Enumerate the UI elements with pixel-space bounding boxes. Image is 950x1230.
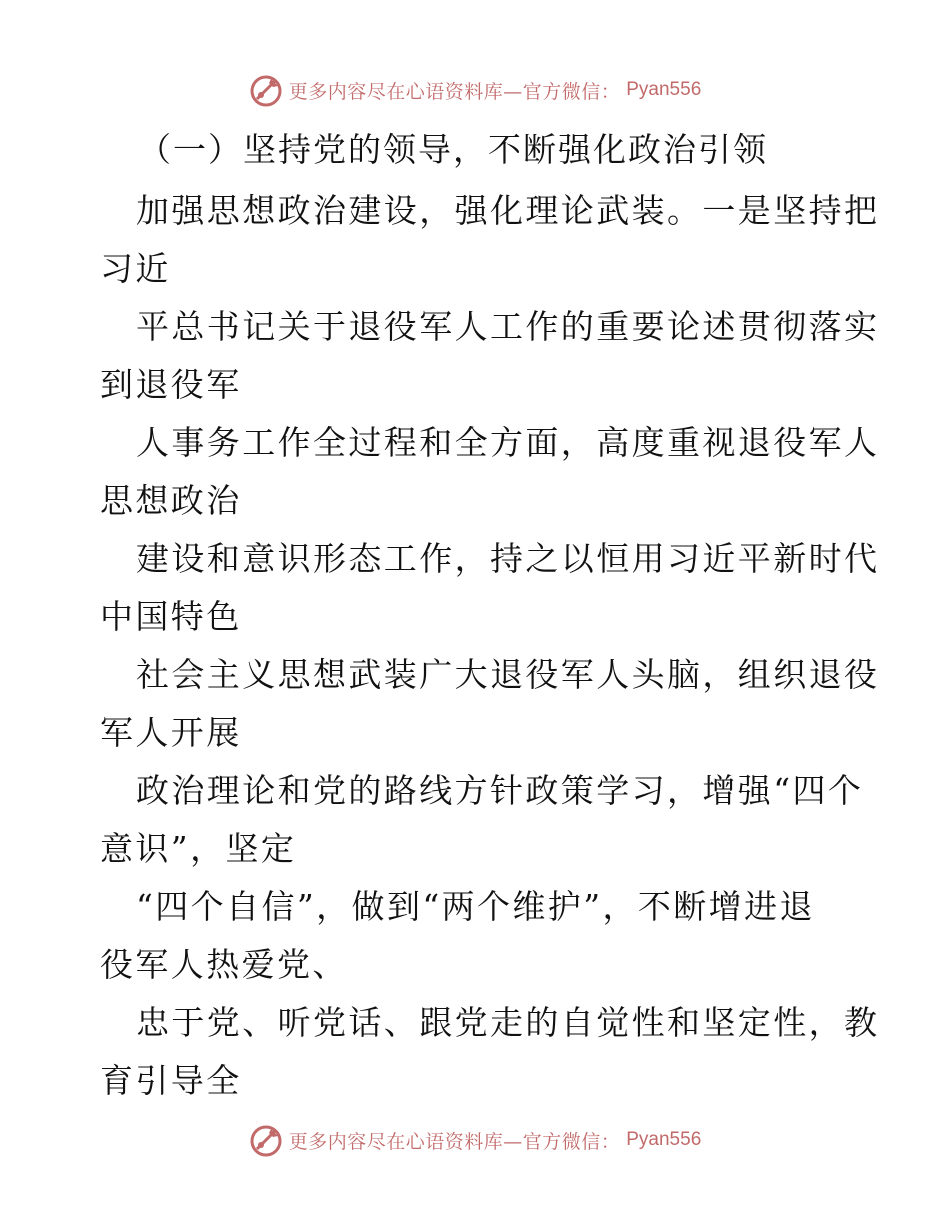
watermark-id: Pyan556: [626, 79, 702, 100]
paragraph-line: [100, 994, 880, 1110]
paragraph-line: [100, 182, 880, 298]
text-line: 思想政治: [100, 481, 242, 520]
text-line: 到退役军: [100, 365, 242, 404]
text-line: 平总书记关于退役军人工作的重要论述贯彻落实: [136, 307, 880, 346]
paragraph-line: [100, 298, 880, 414]
watermark-banner-top: [0, 70, 950, 110]
paragraph-line: [100, 762, 864, 878]
paragraph-line: [100, 414, 880, 530]
text-line: 中国特色: [100, 597, 242, 636]
text-line: 意识”，坚定: [100, 829, 297, 868]
text-line: 社会主义思想武装广大退役军人头脑，组织退役: [136, 655, 880, 694]
text-line: 加强思想政治建设，强化理论武装。一是坚持把: [136, 191, 880, 230]
text-line: 政治理论和党的路线方针政策学习，增强“四个: [136, 771, 864, 810]
text-line: 育引导全: [100, 1061, 242, 1100]
watermark-banner-bottom: [0, 1120, 950, 1160]
paragraph-line: [100, 646, 880, 762]
text-line: 人事务工作全过程和全方面，高度重视退役军人: [136, 423, 880, 462]
section-heading: （一）坚持党的领导，不断强化政治引领: [138, 130, 768, 169]
text-line: 建设和意识形态工作，持之以恒用习近平新时代: [136, 539, 880, 578]
brand-logo-icon: [249, 73, 283, 107]
brand-logo-icon: [249, 1123, 283, 1157]
text-line: 军人开展: [100, 713, 242, 752]
watermark-text: 更多内容尽在心语资料库—官方微信：: [288, 1130, 621, 1153]
text-line: 忠于党、听党话、跟党走的自觉性和坚定性，教: [136, 1003, 880, 1042]
paragraph-line: [100, 530, 880, 646]
text-line: “四个自信”，做到“两个维护”，不断增进退: [136, 887, 815, 926]
watermark-text: 更多内容尽在心语资料库—官方微信：: [288, 80, 621, 103]
paragraph-line: [100, 878, 852, 994]
watermark-id: Pyan556: [626, 1129, 702, 1150]
text-line: 习近: [100, 249, 171, 288]
text-line: 役军人热爱党、: [100, 945, 348, 984]
